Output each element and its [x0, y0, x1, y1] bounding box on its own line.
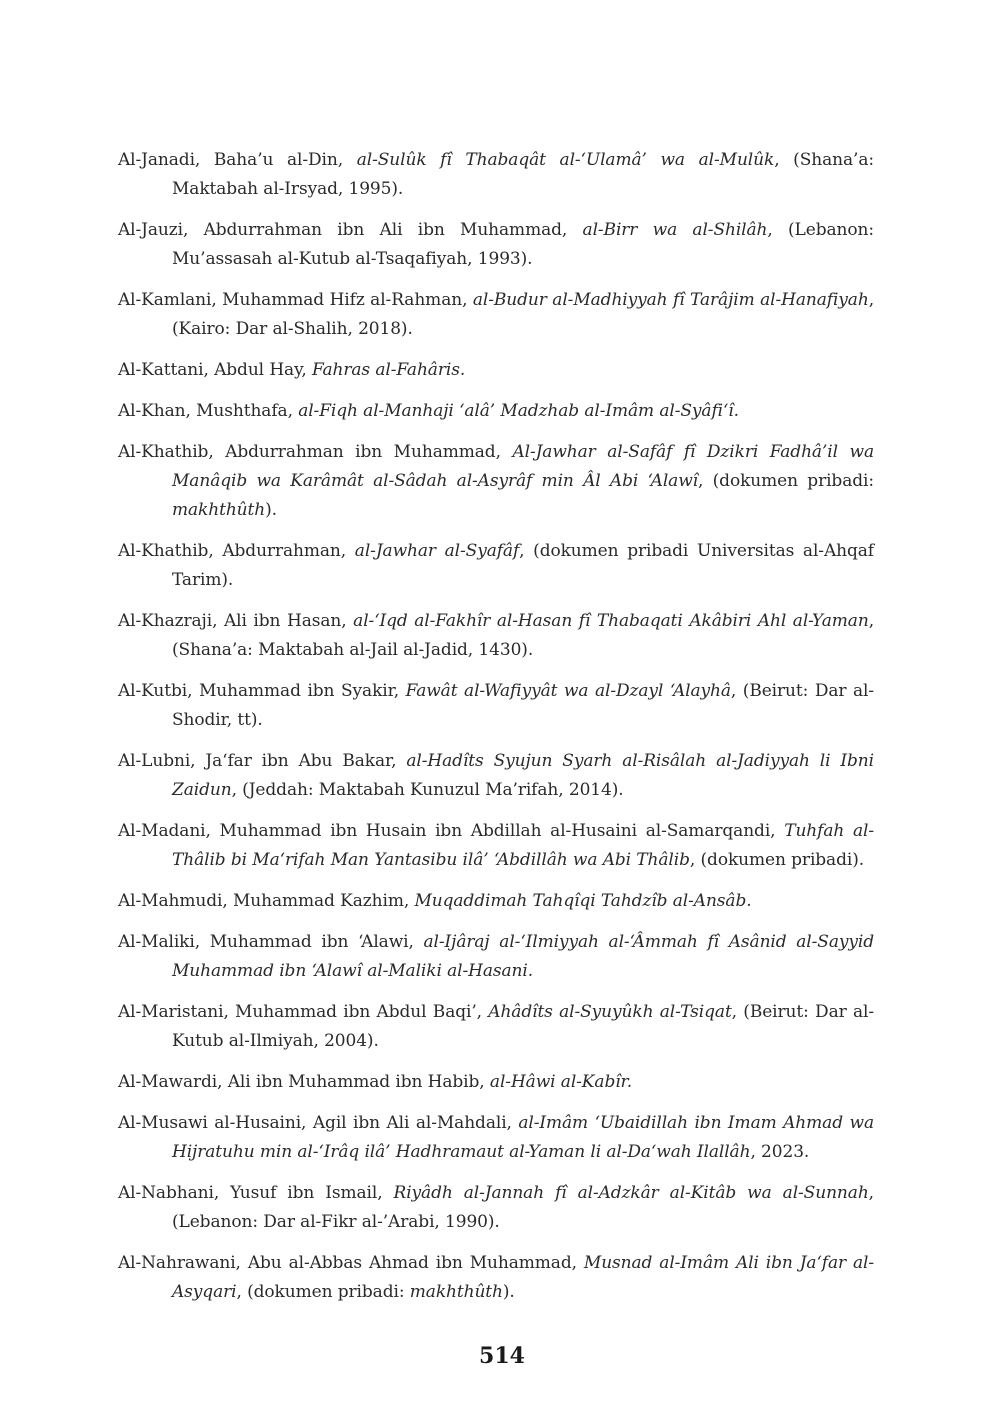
reference-title: Ahâdîts al-Syuyûkh al-Tsiqat	[488, 1002, 732, 1022]
reference-title: al-Sulûk fî Thabaqât al-‘Ulamâ’ wa al-Mulûk	[356, 150, 775, 170]
reference-title: al-Hadîts Syujun Syarh al-Risâlah al-Jadiyyah li Ibni Zaidun	[172, 751, 874, 800]
reference-entry: Al-Jauzi, Abdurrahman ibn Ali ibn Muhammad, al-Birr wa al-Shilâh, (Lebanon: Mu’assasah al-Kutub al-Tsaqafiyah, 1993).	[118, 220, 874, 269]
reference-title: Fahras al-Fahâris.	[311, 360, 466, 380]
reference-title: al-Hâwi al-Kabîr.	[489, 1072, 633, 1092]
reference-entry: Al-Khazraji, Ali ibn Hasan, al-‘Iqd al-Fakhîr al-Hasan fî Thabaqati Akâbiri Ahl al-Yaman, (Shana’a: Maktabah al-Jail al-Jadid, 1430).	[118, 611, 874, 660]
reference-title: Muqaddimah Tahqîqi Tahdzîb al-Ansâb.	[414, 891, 752, 911]
reference-title: al-Fiqh al-Manhaji ‘alâ’ Madzhab al-Imâm al-Syâfi‘î.	[298, 401, 739, 421]
reference-entry: Al-Lubni, Ja‘far ibn Abu Bakar, al-Hadîts Syujun Syarh al-Risâlah al-Jadiyyah li Ibni Zaidun, (Jeddah: Maktabah Kunuzul Ma’rifah, 2014).	[118, 751, 874, 800]
reference-entry: Al-Mawardi, Ali ibn Muhammad ibn Habib, al-Hâwi al-Kabîr.	[118, 1072, 633, 1092]
page-number: 514	[479, 1343, 525, 1369]
reference-entry: Al-Maliki, Muhammad ibn ‘Alawi, al-Ijâraj al-‘Ilmiyyah al-‘Âmmah fî Asânid al-Sayyid Muhammad ibn ‘Alawî al-Maliki al-Hasani.	[118, 932, 874, 981]
reference-entry: Al-Maristani, Muhammad ibn Abdul Baqi’, Ahâdîts al-Syuyûkh al-Tsiqat, (Beirut: Dar al-Kutub al-Ilmiyah, 2004).	[118, 1002, 874, 1051]
reference-title: Al-Jawhar al-Safâf fî Dzikri Fadhâ’il wa Manâqib wa Karâmât al-Sâdah al-Asyrâf min Âl Abi ‘Alawî	[172, 442, 874, 491]
reference-title: al-Imâm ‘Ubaidillah ibn Imam Ahmad wa Hijratuhu min al-‘Irâq ilâ’ Hadhramaut al-Yaman li al-Da‘wah Ilallâh	[172, 1113, 874, 1162]
reference-entry: Al-Janadi, Baha’u al-Din, al-Sulûk fî Thabaqât al-‘Ulamâ’ wa al-Mulûk, (Shana’a: Maktabah al-Irsyad, 1995).	[118, 150, 874, 199]
reference-title: al-Budur al-Madhiyyah fî Tarâjim al-Hanafiyah	[472, 290, 869, 310]
reference-entry: Al-Madani, Muhammad ibn Husain ibn Abdillah al-Husaini al-Samarqandi, Tuhfah al-Thâlib bi Ma‘rifah Man Yantasibu ilâ’ ‘Abdillâh wa Abi Thâlib, (dokumen pribadi).	[118, 821, 874, 870]
reference-title: al-‘Iqd al-Fakhîr al-Hasan fî Thabaqati Akâbiri Ahl al-Yaman	[353, 611, 869, 631]
reference-entry: Al-Kamlani, Muhammad Hifz al-Rahman, al-Budur al-Madhiyyah fî Tarâjim al-Hanafiyah, (Kairo: Dar al-Shalih, 2018).	[118, 290, 874, 339]
reference-entry: Al-Khathib, Abdurrahman ibn Muhammad, Al-Jawhar al-Safâf fî Dzikri Fadhâ’il wa Manâqib wa Karâmât al-Sâdah al-Asyrâf min Âl Abi ‘Alawî, (dokumen pribadi: makhthûth).	[118, 442, 874, 520]
reference-entry: Al-Nahrawani, Abu al-Abbas Ahmad ibn Muhammad, Musnad al-Imâm Ali ibn Ja‘far al-Asyqari, (dokumen pribadi: makhthûth).	[118, 1253, 874, 1302]
reference-entry: Al-Kattani, Abdul Hay, Fahras al-Fahâris.	[118, 360, 466, 380]
reference-entry: Al-Musawi al-Husaini, Agil ibn Ali al-Mahdali, al-Imâm ‘Ubaidillah ibn Imam Ahmad wa Hijratuhu min al-‘Irâq ilâ’ Hadhramaut al-Yaman li al-Da‘wah Ilallâh, 2023.	[118, 1113, 874, 1162]
reference-title: Musnad al-Imâm Ali ibn Ja‘far al-Asyqari	[172, 1253, 874, 1302]
reference-entry: Al-Khathib, Abdurrahman, al-Jawhar al-Syafâf, (dokumen pribadi Universitas al-Ahqaf Tarim).	[118, 541, 874, 590]
reference-title: al-Birr wa al-Shilâh	[582, 220, 768, 240]
reference-entry: Al-Kutbi, Muhammad ibn Syakir, Fawât al-Wafiyyât wa al-Dzayl ‘Alayhâ, (Beirut: Dar al-Shodir, tt).	[118, 681, 875, 730]
reference-title: al-Ijâraj al-‘Ilmiyyah al-‘Âmmah fî Asânid al-Sayyid Muhammad ibn ‘Alawî al-Maliki al-Hasani.	[172, 932, 874, 981]
bibliography-list	[118, 146, 874, 1319]
reference-title: Tuhfah al-Thâlib bi Ma‘rifah Man Yantasibu ilâ’ ‘Abdillâh wa Abi Thâlib	[172, 821, 874, 870]
reference-title: Riyâdh al-Jannah fî al-Adzkâr al-Kitâb wa al-Sunnah	[393, 1183, 869, 1203]
reference-entry: Al-Mahmudi, Muhammad Kazhim, Muqaddimah Tahqîqi Tahdzîb al-Ansâb.	[118, 891, 752, 911]
reference-title: Fawât al-Wafiyyât wa al-Dzayl ‘Alayhâ	[405, 681, 731, 701]
reference-entry: Al-Nabhani, Yusuf ibn Ismail, Riyâdh al-Jannah fî al-Adzkâr al-Kitâb wa al-Sunnah, (Lebanon: Dar al-Fikr al-’Arabi, 1990).	[118, 1183, 874, 1232]
reference-title: al-Jawhar al-Syafâf	[354, 541, 520, 561]
reference-entry: Al-Khan, Mushthafa, al-Fiqh al-Manhaji ‘alâ’ Madzhab al-Imâm al-Syâfi‘î.	[118, 401, 739, 421]
